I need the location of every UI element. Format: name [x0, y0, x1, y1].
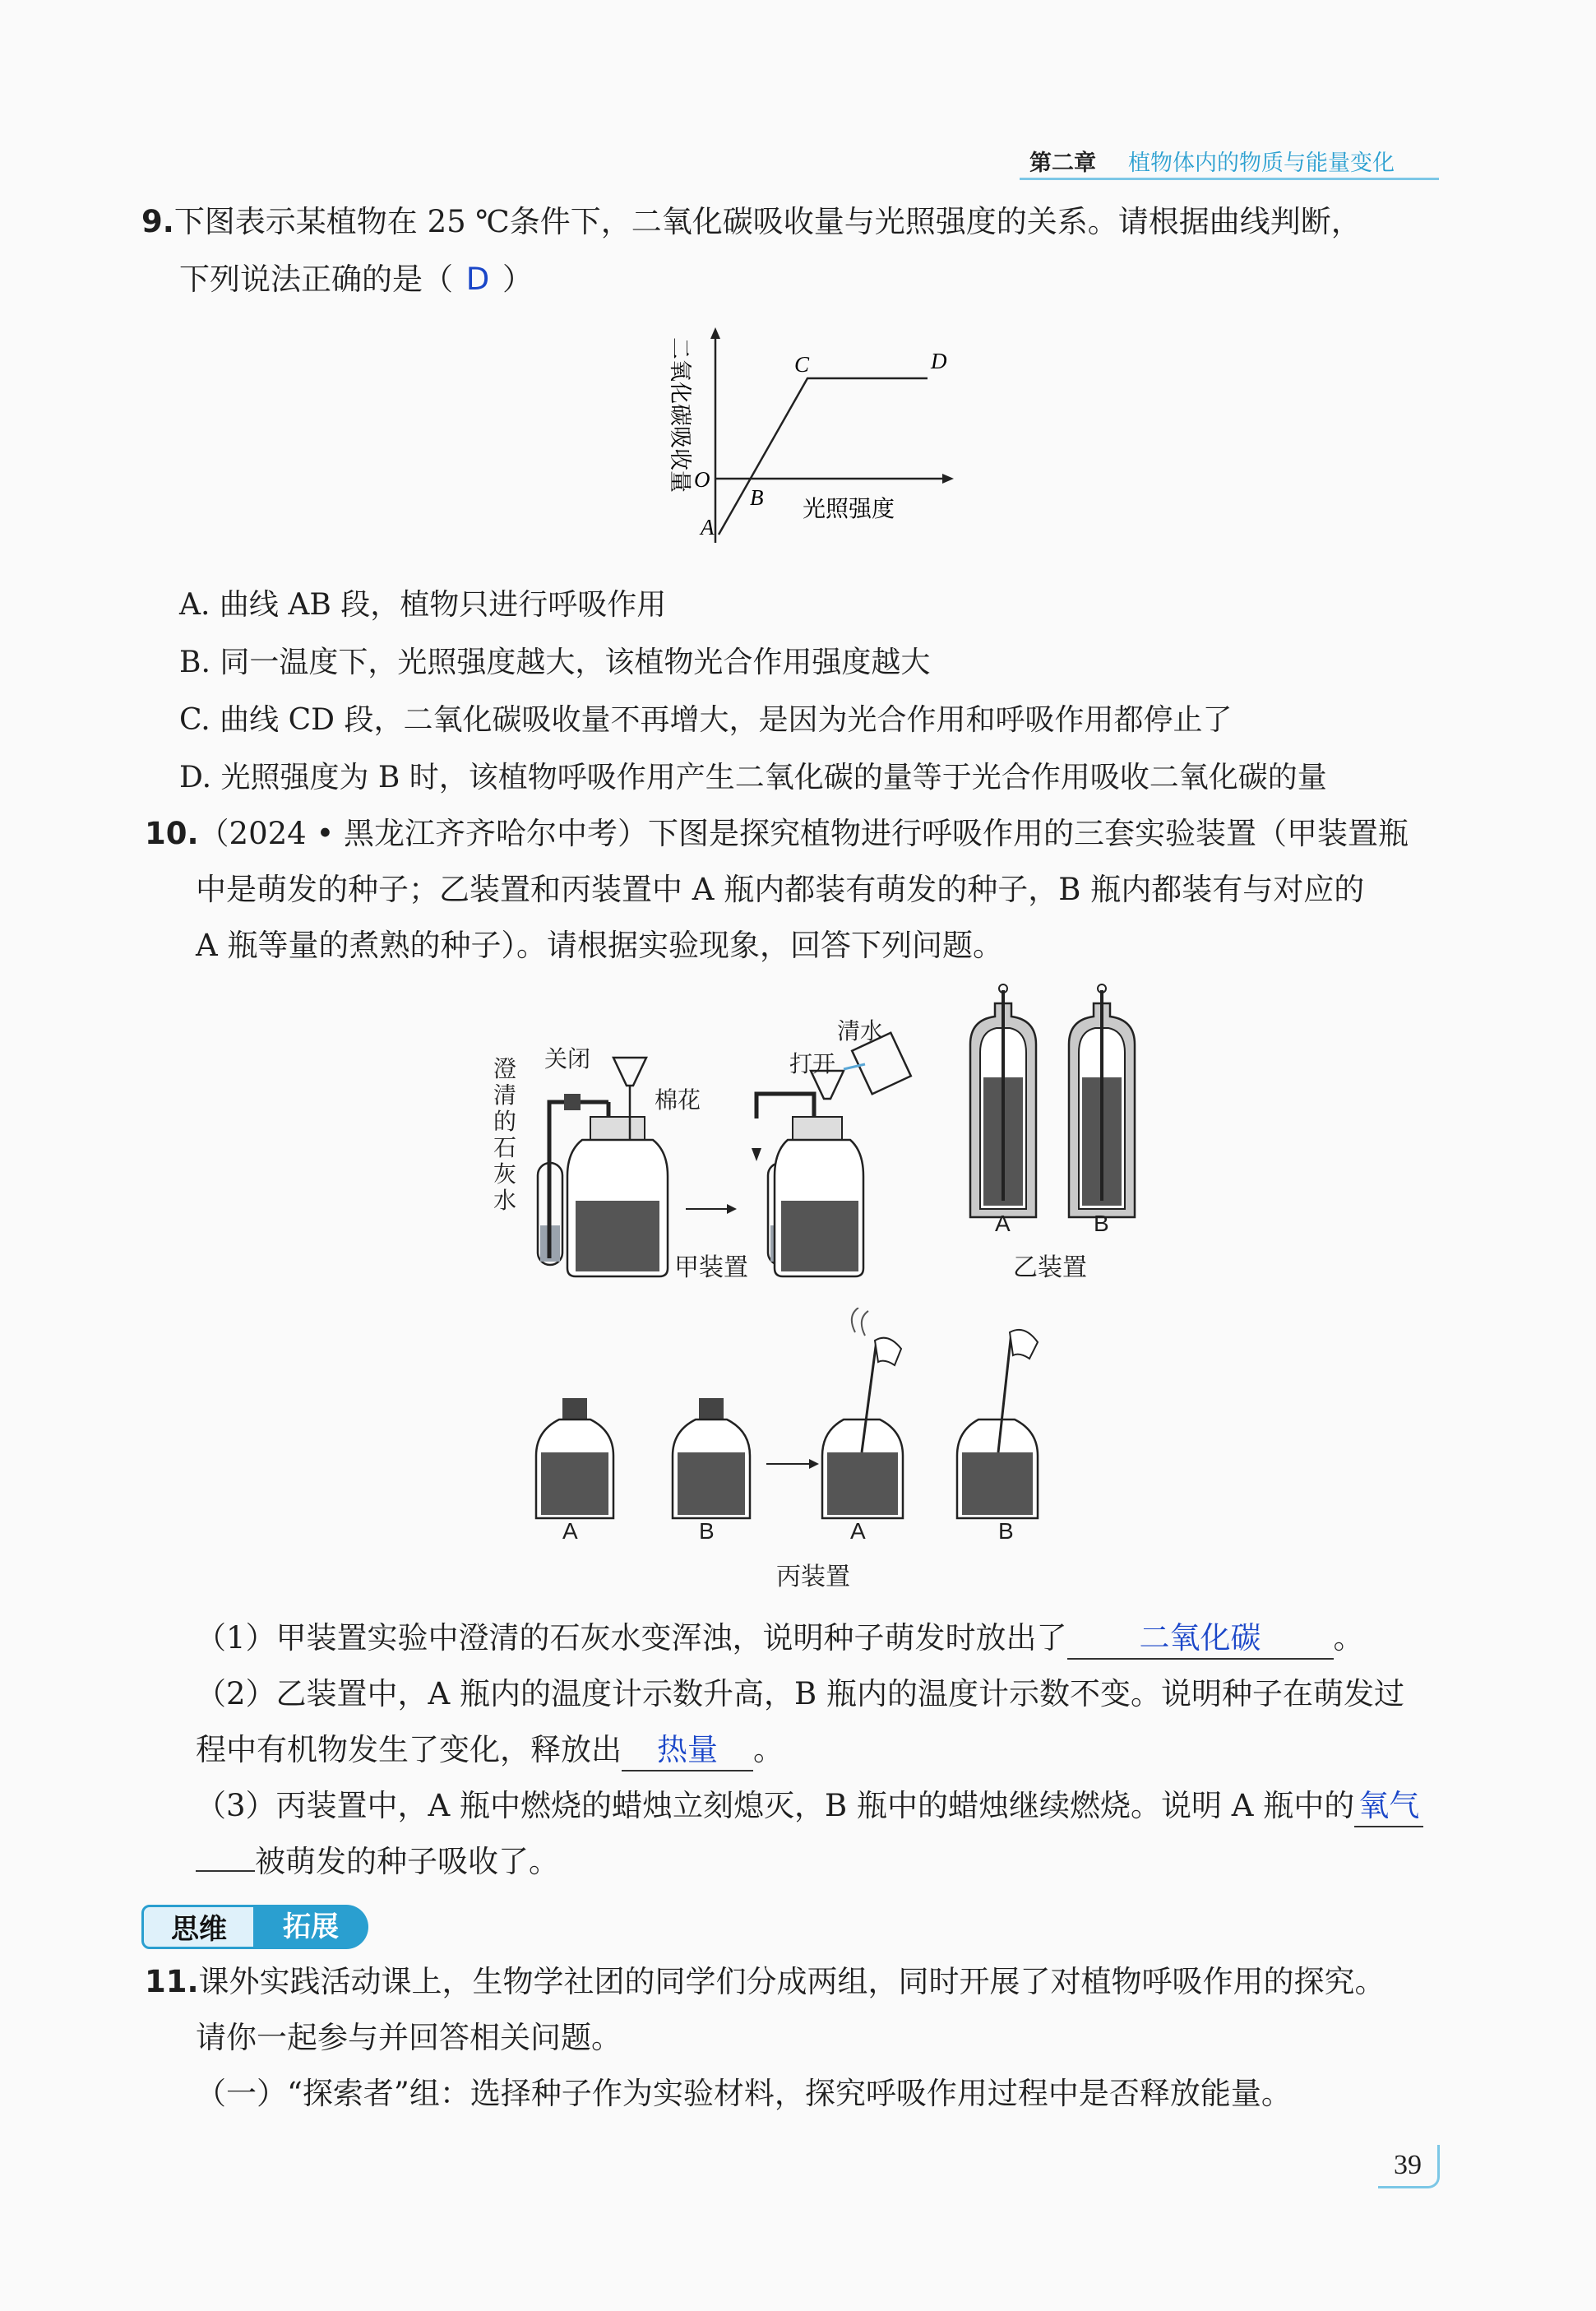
funnel-icon — [613, 1058, 646, 1086]
yi-label-b: B — [1094, 1211, 1109, 1236]
bing-label-b: B — [699, 1518, 715, 1544]
bing-jar-a2-icon — [822, 1308, 903, 1518]
section-badge-part1: 思维 — [141, 1905, 257, 1949]
label-cotton: 棉花 — [655, 1087, 701, 1113]
bing-label-b2: B — [998, 1518, 1014, 1544]
bottle-stopper-2 — [793, 1117, 842, 1140]
q10-number: 10. — [145, 816, 199, 851]
q9-option-b: B. 同一温度下，光照强度越大，该植物光合作用强度越大 — [179, 646, 931, 679]
bing-label-a2: A — [850, 1518, 866, 1544]
point-C-label: C — [794, 352, 810, 377]
label-closed: 关闭 — [544, 1046, 591, 1072]
q11-stem-line1: 课外实践活动课上，生物学社团的同学们分成两组，同时开展了对植物呼吸作用的探究。 — [198, 1964, 1386, 1999]
caption-bing: 丙装置 — [776, 1563, 850, 1591]
bing-jar-a-icon — [536, 1398, 613, 1518]
caption-jia: 甲装置 — [674, 1253, 748, 1282]
q9-graph — [650, 322, 978, 561]
chapter-header — [1020, 141, 1439, 180]
label-limewater: 澄清的石灰水 — [493, 1056, 517, 1213]
q10-sub2-line2 — [196, 1730, 784, 1771]
chapter-title: 植物体内的物质与能量变化 — [1128, 151, 1395, 176]
point-D-label: D — [931, 349, 947, 373]
arrow-head-icon — [727, 1204, 737, 1214]
origin-label: O — [694, 467, 710, 492]
q10-sub1-end: 。 — [1333, 1620, 1364, 1656]
q10-sub1 — [196, 1619, 1364, 1660]
q9-stem-close: ） — [502, 262, 533, 297]
label-water: 清水 — [837, 1018, 884, 1044]
bubble-arrow-icon — [752, 1148, 761, 1161]
y-axis-label: 二氧化碳吸收量 — [667, 337, 692, 493]
q10-sub3-line2 — [196, 1842, 559, 1882]
bing-arrow-head-icon — [809, 1459, 819, 1469]
q9-number: 9. — [141, 204, 174, 239]
q10-sub2-text: 程中有机物发生了变化，释放出 — [196, 1732, 622, 1767]
q10-sub2-answer: 热量 — [657, 1732, 718, 1767]
q9-line2 — [179, 260, 533, 299]
thermos-a — [970, 984, 1036, 1217]
point-A-label: A — [701, 515, 715, 540]
tube-pipe-2 — [756, 1094, 814, 1118]
y-axis-arrow — [710, 327, 720, 339]
q9-stem-line1: 下图表示某植物在 25 ℃条件下，二氧化碳吸收量与光照强度的关系。请根据曲线判断， — [173, 204, 1362, 239]
q9-option-a: A. 曲线 AB 段，植物只进行呼吸作用 — [179, 588, 667, 622]
q10-sub3-answer: 氧气 — [1358, 1788, 1420, 1823]
water-pour — [844, 1064, 865, 1069]
q10-sub1-text: （1）甲装置实验中澄清的石灰水变浑浊，说明种子萌发时放出了 — [196, 1620, 1067, 1656]
q10-sub2-line1: （2）乙装置中，A 瓶内的温度计示数升高，B 瓶内的温度计示数不变。说明种子在萌发过 — [196, 1676, 1404, 1711]
apparatus-bing — [526, 1308, 1085, 1521]
q9-option-c: C. 曲线 CD 段，二氧化碳吸收量不再增大，是因为光合作用和呼吸作用都停止了 — [179, 703, 1233, 737]
x-axis-arrow — [942, 474, 954, 484]
bing-jar-b-icon — [673, 1398, 750, 1518]
q10-sub3-line1 — [196, 1786, 1423, 1827]
hand-b-icon — [1010, 1330, 1038, 1359]
point-B-label: B — [750, 485, 764, 510]
q11-line1 — [145, 1962, 1386, 2002]
page-number: 39 — [1378, 2145, 1440, 2188]
seeds-2 — [781, 1201, 858, 1271]
section-badge-part2: 拓展 — [253, 1905, 368, 1949]
q10-line1 — [145, 814, 1409, 854]
q11-stem-line2: 请你一起参与并回答相关问题。 — [196, 2020, 622, 2055]
q9-answer: D — [465, 262, 490, 297]
q10-stem-line2: 中是萌发的种子；乙装置和丙装置中 A 瓶内都装有萌发的种子，B 瓶内都装有与对应的 — [196, 872, 1365, 907]
q9-option-d: D. 光照强度为 B 时，该植物呼吸作用产生二氧化碳的量等于光合作用吸收二氧化碳的量 — [179, 761, 1327, 794]
q11-stem-line3: （一）“探索者”组：选择种子作为实验材料，探究呼吸作用过程中是否释放能量。 — [196, 2076, 1292, 2111]
smoke-icon — [852, 1308, 868, 1336]
yi-label-a: A — [995, 1211, 1011, 1236]
hand-icon — [875, 1338, 901, 1365]
q10-stem-line1: （2024 • 黑龙江齐齐哈尔中考）下图是探究植物进行呼吸作用的三套实验装置（甲装置瓶 — [198, 816, 1409, 851]
chapter-number: 第二章 — [1029, 151, 1096, 176]
bing-label-a: A — [562, 1518, 578, 1544]
clamp-closed-icon — [564, 1094, 581, 1110]
q9-stem-line2: 下列说法正确的是（ — [179, 262, 453, 297]
apparatus-yi — [962, 979, 1151, 1225]
caption-yi: 乙装置 — [1013, 1253, 1087, 1282]
seeds — [576, 1201, 659, 1271]
bottle-stopper — [590, 1117, 645, 1140]
q10-sub3-text: （3）丙装置中，A 瓶中燃烧的蜡烛立刻熄灭，B 瓶中的蜡烛继续燃烧。说明 A 瓶中的 — [196, 1788, 1355, 1823]
q10-sub3-text2: 被萌发的种子吸收了。 — [255, 1844, 559, 1879]
q10-sub1-answer: 二氧化碳 — [1139, 1620, 1261, 1656]
q10-sub2-end: 。 — [753, 1732, 784, 1767]
label-open: 打开 — [789, 1051, 836, 1077]
thermos-b — [1069, 984, 1135, 1217]
q11-number: 11. — [145, 1964, 199, 1999]
bing-jar-b2-icon — [957, 1330, 1038, 1518]
x-axis-label: 光照强度 — [803, 495, 895, 522]
q9-line1 — [141, 202, 1362, 242]
q10-stem-line3: A 瓶等量的煮熟的种子）。请根据实验现象，回答下列问题。 — [196, 928, 1003, 963]
